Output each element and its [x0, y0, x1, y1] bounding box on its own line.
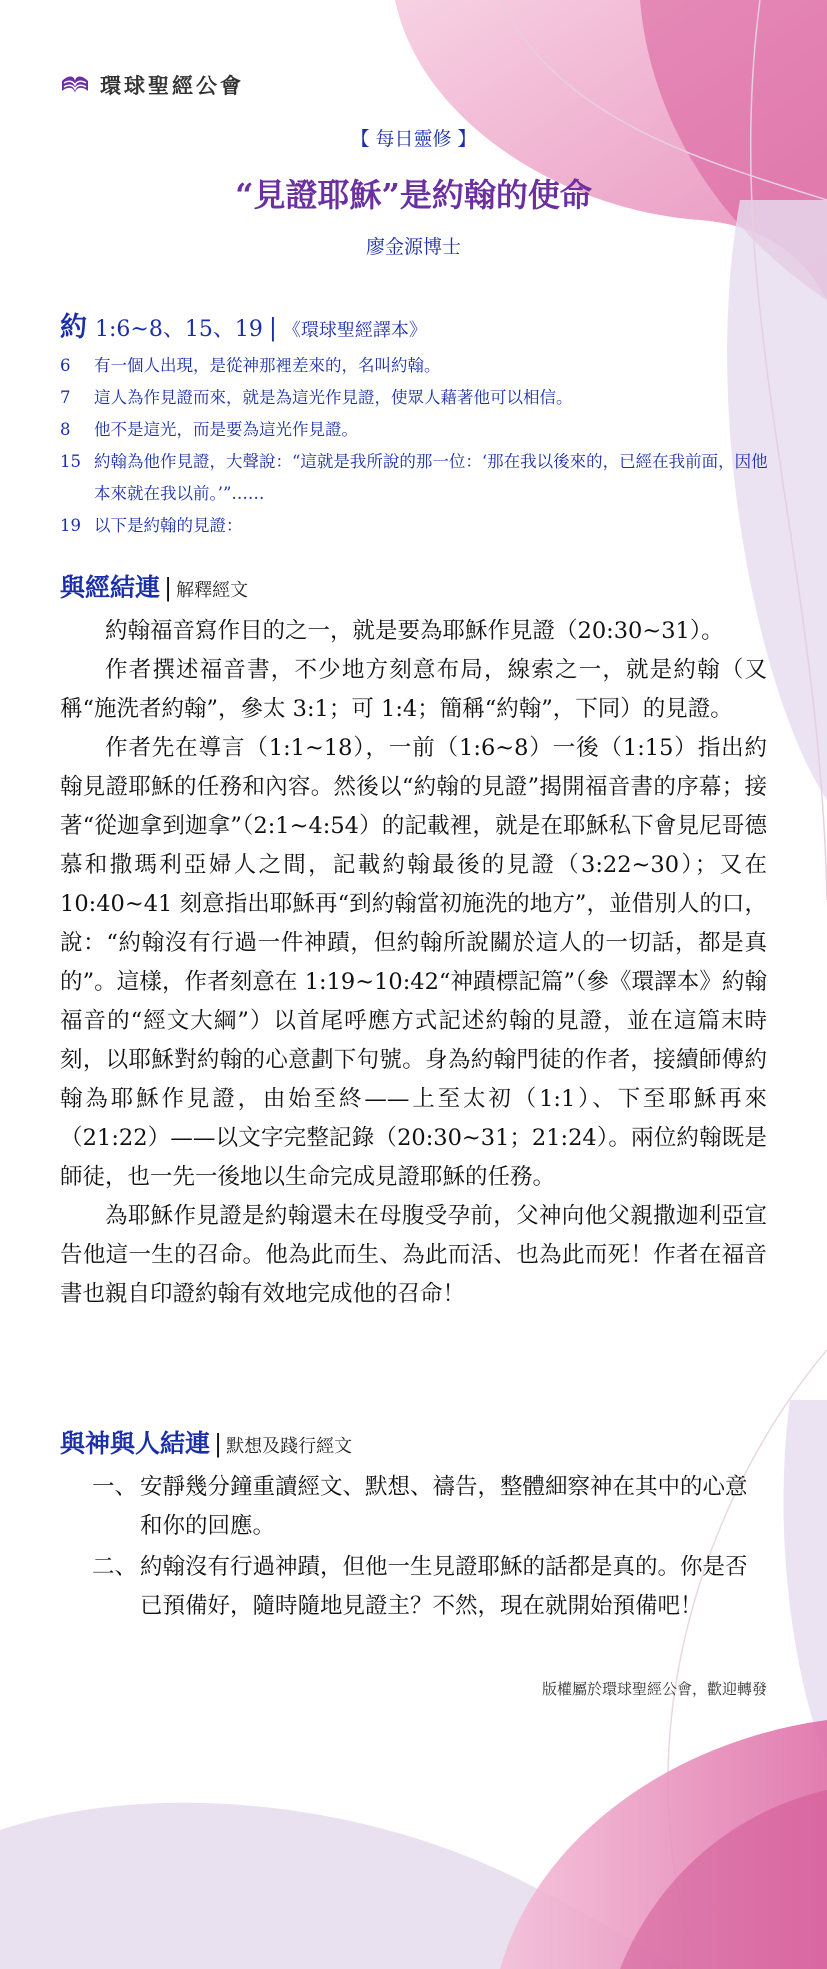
- paragraph: 作者先在導言（1:1~18），一前（1:6~8）一後（1:15）指出約翰見證耶穌的任務和內容。然後以“約翰的見證”揭開福音書的序幕；接著“從迦拿到迦拿”（2:1~4:54）的記載裡，就是在耶穌私下會見尼哥德慕和撒瑪利亞婦人之間，記載約翰最後的見證（3:22~30）；又在 10:40~41 刻意指出耶穌再“到約翰當初施洗的地方”，並借別人的口，說：“約翰沒有行過一件神蹟，但約翰所說關於這人的一切話，都是真的”。這樣，作者刻意在 1:19~10:42“神蹟標記篇”（參《環譯本》約翰福音的“經文大綱”）以首尾呼應方式記述約翰的見證，並在這篇末時刻，以耶穌對約翰的心意劃下句號。身為約翰門徒的作者，接續師傅約翰為耶穌作見證，由始至終——上至太初（1:1）、下至耶穌再來（21:22）——以文字完整記錄（20:30~31；21:24）。兩位約翰既是師徒，也一先一後地以生命完成見證耶穌的任務。: [60, 735, 767, 1190]
- verse-item: [60, 414, 780, 446]
- verse-text: 約翰為他作見證，大聲說：“這就是我所說的那一位：‘那在我以後來的，已經在我前面，因他本來就在我以前。’”……: [94, 452, 768, 503]
- book-wave-logo-icon: [60, 71, 90, 99]
- section-subtitle: 默想及踐行經文: [226, 1436, 353, 1457]
- section-subtitle: 解釋經文: [176, 580, 249, 601]
- list-number: 二、: [92, 1554, 138, 1580]
- paragraph: 作者撰述福音書，不少地方刻意布局，線索之一，就是約翰（又稱“施洗者約翰”，參太 3:1；可 1:4；簡稱“約翰”，下同）的見證。: [60, 657, 767, 722]
- section-separator: |: [214, 1430, 223, 1458]
- section-heading-explain: [60, 568, 248, 604]
- reference-separator: |: [268, 314, 277, 342]
- scripture-verses-ref: 1:6~8、15、19: [95, 317, 263, 342]
- scripture-verses: [60, 350, 780, 542]
- verse-item: [60, 382, 780, 414]
- paragraph: 為耶穌作見證是約翰還未在母腹受孕前，父神向他父親撒迦利亞宣告他這一生的召命。他為此而生、為此而活、也為此而死！作者在福音書也親自印證約翰有效地完成他的召命！: [60, 1203, 767, 1307]
- application-list: [92, 1468, 767, 1628]
- verse-text: 這人為作見證而來，就是為這光作見證，使眾人藉著他可以相信。: [94, 388, 573, 407]
- section-title: 與經結連: [60, 573, 161, 602]
- copyright-notice: 版權屬於環球聖經公會，歡迎轉發: [541, 1680, 767, 1698]
- list-number: 一、: [92, 1474, 138, 1500]
- paragraph: 約翰福音寫作目的之一，就是要為耶穌作見證（20:30~31）。: [105, 618, 724, 644]
- verse-text: 他不是這光，而是要為這光作見證。: [94, 420, 358, 439]
- page-title: “見證耶穌”是約翰的使命: [235, 176, 592, 214]
- verse-item: [60, 446, 780, 510]
- verse-number: 7: [60, 388, 71, 407]
- list-text: 安靜幾分鐘重讀經文、默想、禱告，整體細察神在其中的心意和你的回應。: [140, 1474, 748, 1539]
- scripture-reference: [60, 305, 427, 344]
- list-item: [92, 1548, 767, 1626]
- org-logo: [60, 70, 244, 100]
- section-separator: |: [164, 574, 173, 602]
- section-heading-apply: [60, 1424, 352, 1460]
- author-name: 廖金源博士: [365, 236, 461, 258]
- verse-item: [60, 350, 780, 382]
- list-text: 約翰沒有行過神蹟，但他一生見證耶穌的話都是真的。你是否已預備好，隨時隨地見證主？不然，現在就開始預備吧！: [140, 1554, 748, 1619]
- explanation-body: [60, 612, 767, 1314]
- series-label: 【 每日靈修 】: [350, 128, 477, 150]
- verse-text: 以下是約翰的見證：: [94, 516, 243, 535]
- verse-number: 15: [60, 452, 81, 471]
- verse-item: [60, 510, 780, 542]
- verse-number: 8: [60, 420, 71, 439]
- org-name: 環球聖經公會: [100, 74, 244, 98]
- bible-version: 《環球聖經譯本》: [282, 320, 427, 341]
- verse-text: 有一個人出現，是從神那裡差來的，名叫約翰。: [94, 356, 441, 375]
- section-title: 與神與人結連: [60, 1429, 211, 1458]
- scripture-book: 約: [60, 312, 87, 343]
- list-item: [92, 1468, 767, 1546]
- verse-number: 19: [60, 516, 81, 535]
- verse-number: 6: [60, 356, 71, 375]
